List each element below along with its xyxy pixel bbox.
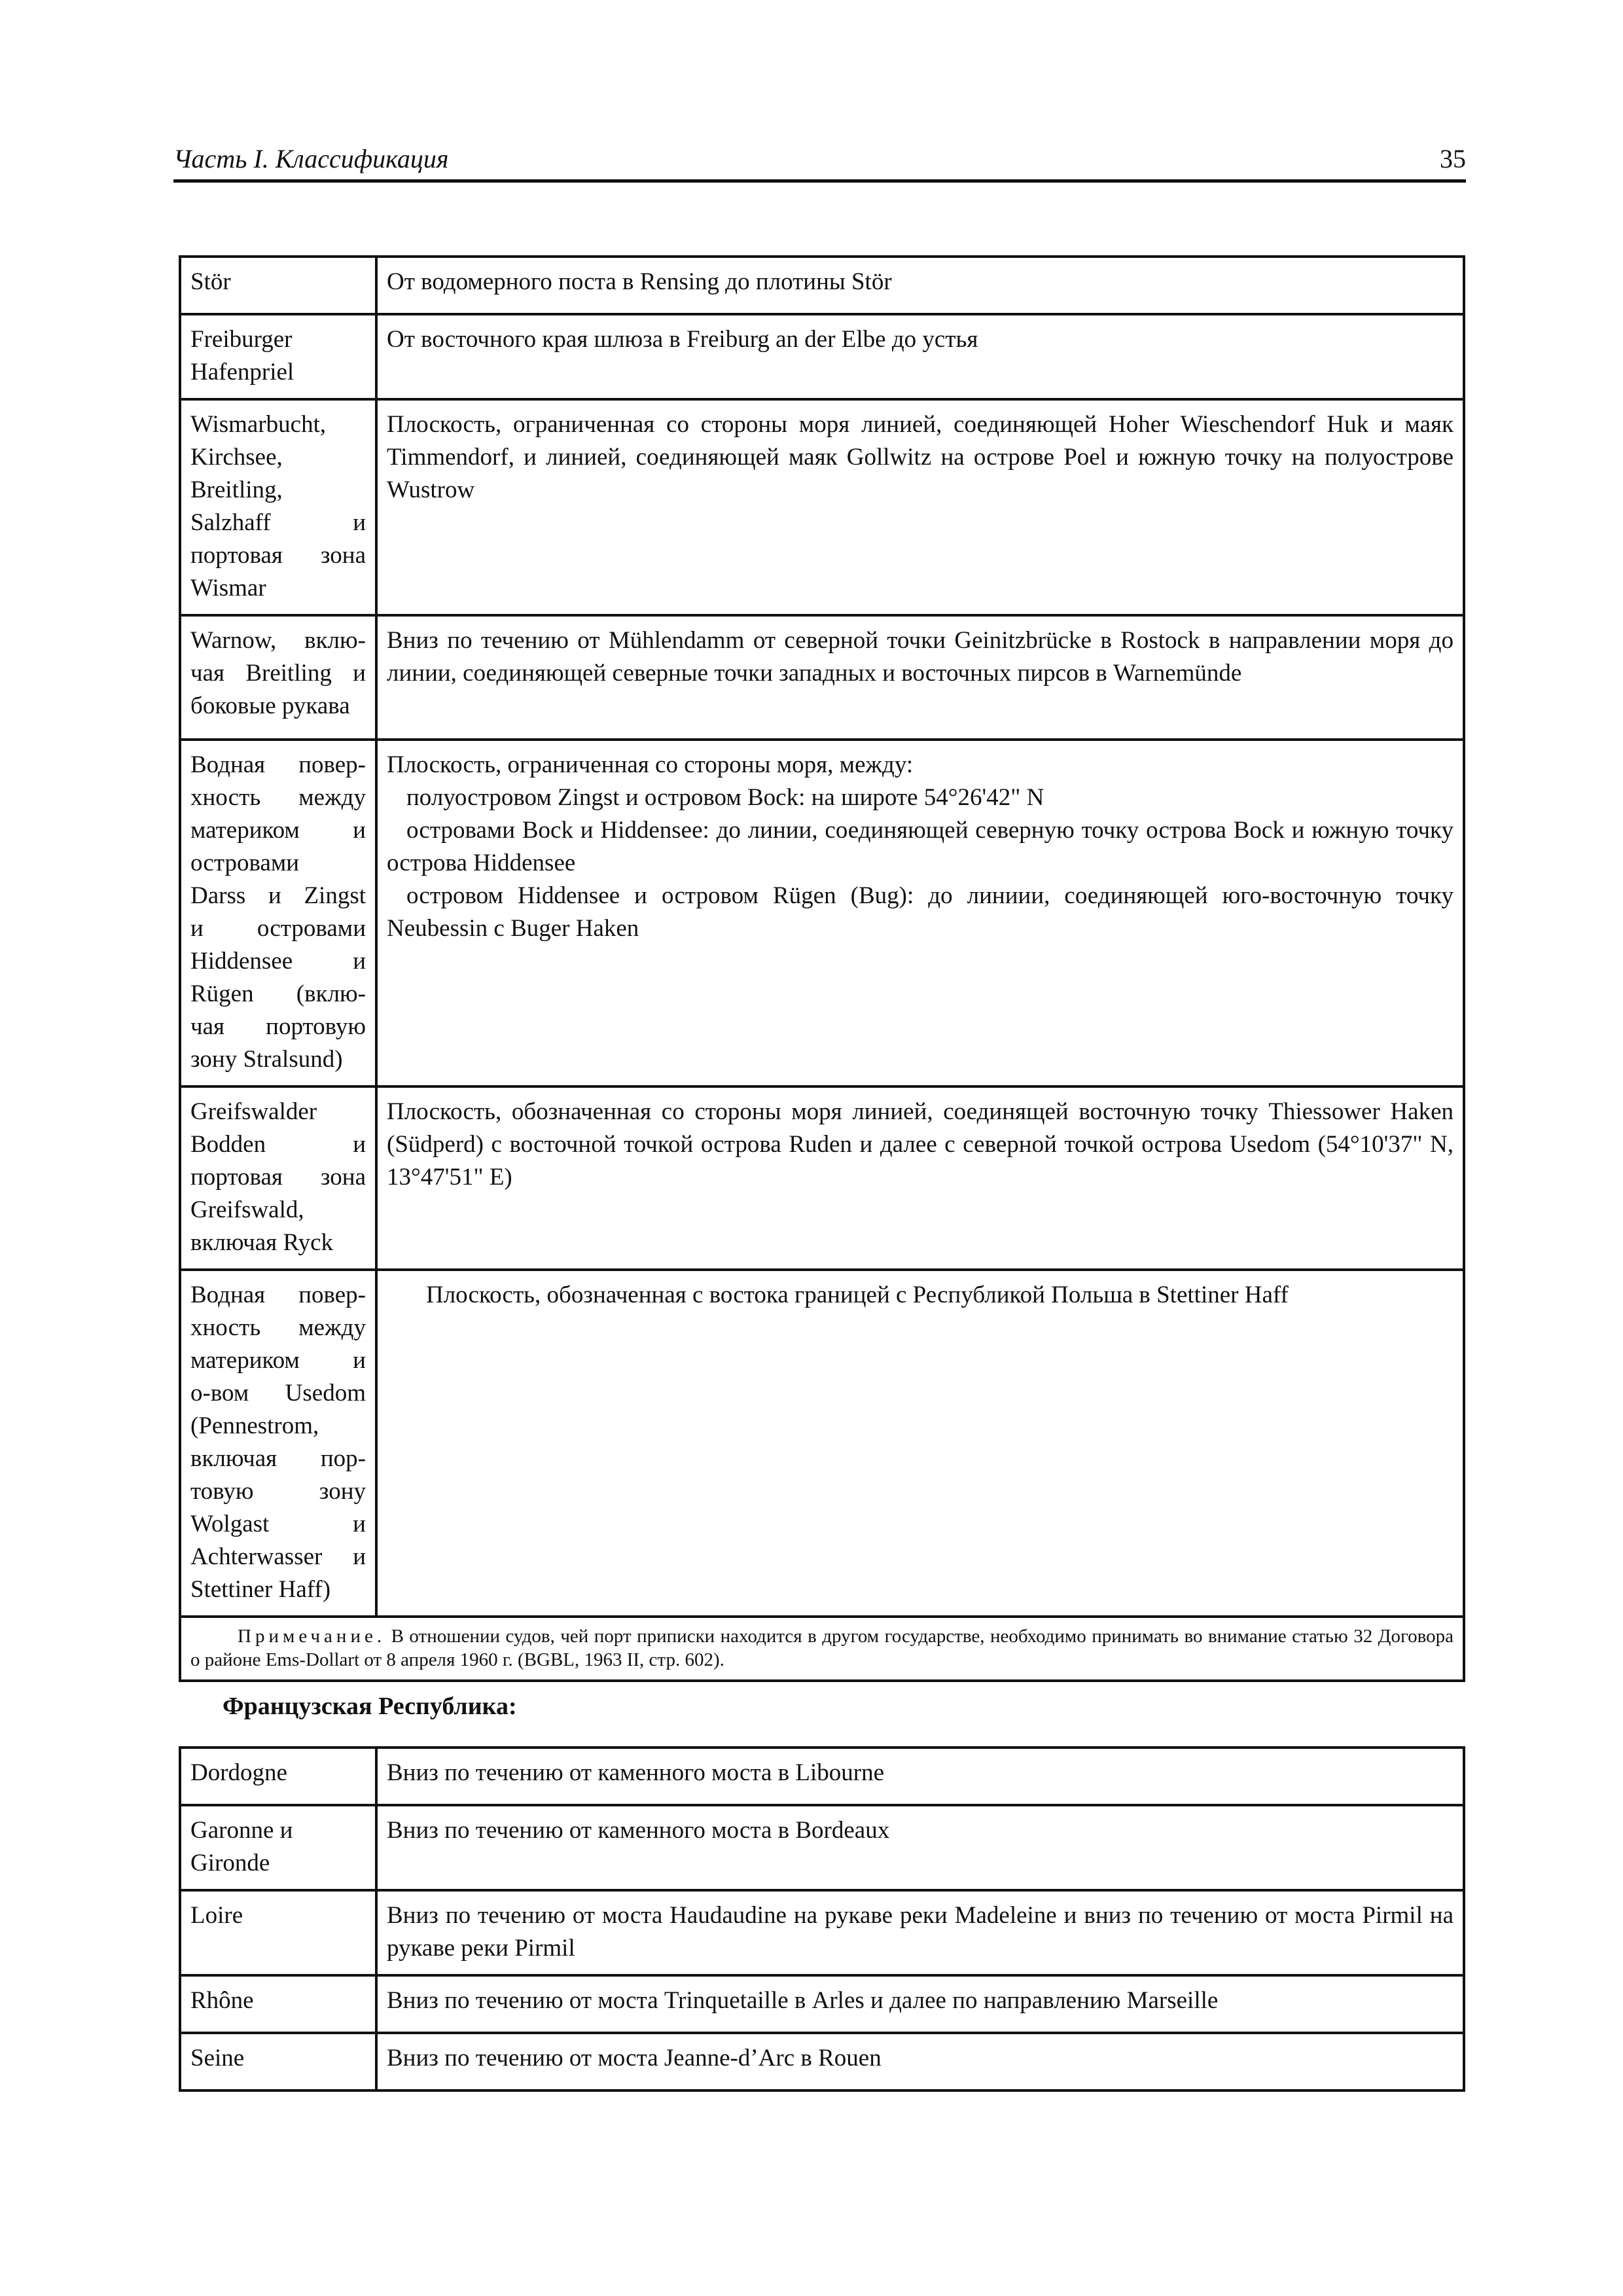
waterway-description: Вниз по течению от Mühlendamm от северной точки Geinitzbrücke в Rostock в направлении моря до линии, соединяющей северные точки западных и восточных пирсов в Warnemünde	[376, 615, 1464, 740]
germany-waterways-table	[179, 255, 1465, 1682]
waterway-description: Плоскость, ограниченная со стороны моря линией, соединяющей Hoher Wieschendorf Huk и маяк Timmendorf, и линией, соединяющей маяк Gollwitz на острове Poel и южную точку на полуострове Wustrow	[376, 399, 1464, 615]
table-row	[180, 257, 1464, 314]
waterway-description: Вниз по течению от каменного моста в Bordeaux	[376, 1805, 1464, 1890]
waterway-name: Warnow, вклю- чая Breitling и боковые рукава	[180, 615, 376, 740]
page-number: 35	[1440, 144, 1466, 173]
running-title: Часть I. Классификация	[173, 144, 449, 173]
section-title-france: Французская Республика:	[223, 1693, 517, 1720]
table-row	[180, 399, 1464, 615]
waterway-description: Плоскость, обозначенная со стороны моря линией, соединящей восточную точку Thiessower Haken (Südperd) с восточной точкой острова Ruden и далее с северной точкой острова Usedom (54°10'37" N, 13°47'51" E)	[376, 1086, 1464, 1270]
table-row	[180, 1805, 1464, 1890]
table-row	[180, 1890, 1464, 1975]
table-note	[180, 1617, 1464, 1681]
table-row	[180, 615, 1464, 740]
waterway-name: Garonne и Gironde	[180, 1805, 376, 1890]
table-row	[180, 740, 1464, 1086]
table-row	[180, 2033, 1464, 2090]
waterway-name: Greifswalder Bodden и портовая зона Greifswald, включая Ryck	[180, 1086, 376, 1270]
waterway-name: Freiburger Hafenpriel	[180, 314, 376, 399]
france-waterways-table	[179, 1746, 1465, 2092]
waterway-name: Seine	[180, 2033, 376, 2090]
waterway-name: Rhône	[180, 1975, 376, 2033]
waterway-description: От водомерного поста в Rensing до плотины Stör	[376, 257, 1464, 314]
waterway-description: Вниз по течению от моста Trinquetaille в Arles и далее по направлению Marseille	[376, 1975, 1464, 2033]
waterway-description: От восточного края шлюза в Freiburg an der Elbe до устья	[376, 314, 1464, 399]
table-row	[180, 1086, 1464, 1270]
waterway-description: Плоскость, обозначенная с востока границей с Республикой Польша в Stettiner Haff	[376, 1270, 1464, 1617]
waterway-name: Stör	[180, 257, 376, 314]
waterway-name: Водная повер- хность между материком и островами Darss и Zingst и островами Hiddensee и Rügen (вклю- чая портовую зону Stralsund)	[180, 740, 376, 1086]
waterway-name: Водная повер- хность между материком и о-вом Usedom (Pennestrom, включая пор- товую зону Wolgast и Achterwasser и Stettiner Haff)	[180, 1270, 376, 1617]
note-text: В отношении судов, чей порт приписки находится в другом государстве, необходимо принимать во внимание статью 32 Договора о районе Ems-Dollart от 8 апреля 1960 г. (BGBL, 1963 II, стр. 602).	[190, 1626, 1454, 1670]
table-row	[180, 1748, 1464, 1805]
table-row	[180, 314, 1464, 399]
waterway-description: Вниз по течению от каменного моста в Libourne	[376, 1748, 1464, 1805]
waterway-description: Плоскость, ограниченная со стороны моря, между: полуостровом Zingst и островом Bock: на широте 54°26'42" N островами Bock и Hiddensee: до линии, соединяющей северную точку острова Bock и южную точку острова Hiddensee островом Hiddensee и островом Rügen (Bug): до линиии, соединяющей юго-восточную точку Neubessin с Buger Haken	[376, 740, 1464, 1086]
table-row	[180, 1270, 1464, 1617]
note-row	[180, 1617, 1464, 1681]
waterway-name: Wismarbucht, Kirchsee, Breitling, Salzhaff и портовая зона Wismar	[180, 399, 376, 615]
page-header	[173, 143, 1466, 183]
table-row	[180, 1975, 1464, 2033]
note-label: Примечание.	[238, 1626, 386, 1647]
waterway-name: Dordogne	[180, 1748, 376, 1805]
waterway-description: Вниз по течению от моста Jeanne-d’Arc в Rouen	[376, 2033, 1464, 2090]
waterway-name: Loire	[180, 1890, 376, 1975]
waterway-description: Вниз по течению от моста Haudaudine на рукаве реки Madeleine и вниз по течению от моста Pirmil на рукаве реки Pirmil	[376, 1890, 1464, 1975]
